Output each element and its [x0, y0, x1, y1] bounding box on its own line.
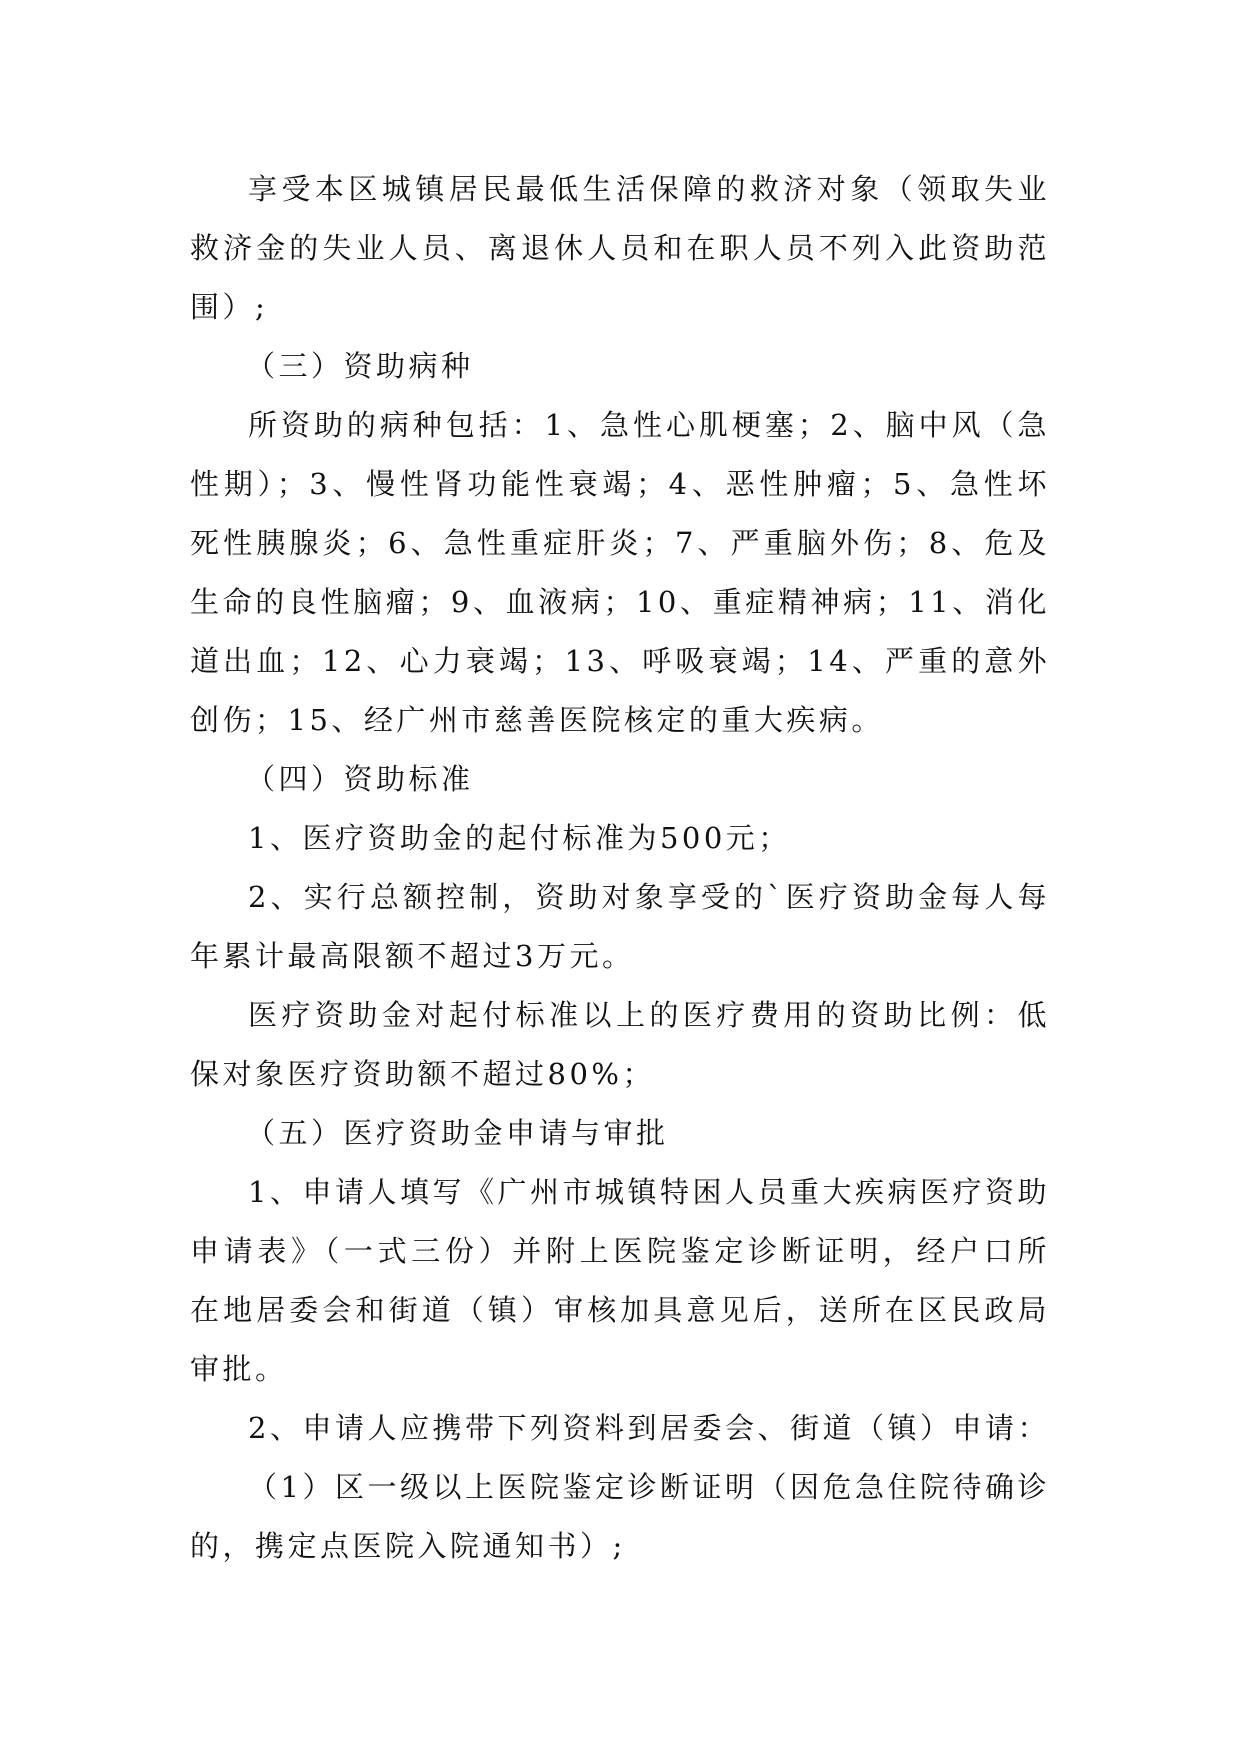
paragraph-disease-list: 所资助的病种包括：1、急性心肌梗塞；2、脑中风（急性期）；3、慢性肾功能性衰竭；4、恶性肿瘤；5、急性坏死性胰腺炎；6、急性重症肝炎；7、严重脑外伤；8、危及生命的良性脑瘤；9、血液病；10、重症精神病；11、消化道出血；12、心力衰竭；13、呼吸衰竭；14、严重的意外创伤；15、经广州市慈善医院核定的重大疾病。	[190, 408, 1050, 737]
paragraph-application-form: 1、申请人填写《广州市城镇特困人员重大疾病医疗资助申请表》（一式三份）并附上医院鉴定诊断证明，经户口所在地居委会和街道（镇）审核加具意见后，送所在区民政局审批。	[190, 1175, 1050, 1386]
section-heading-standards: （四）资助标准	[246, 762, 474, 796]
paragraph-threshold: 1、医疗资助金的起付标准为500元；	[248, 821, 791, 855]
paragraph-annual-limit: 2、实行总额控制，资助对象享受的`医疗资助金每人每年累计最高限额不超过3万元。	[190, 880, 1050, 973]
paragraph-ratio: 医疗资助金对起付标准以上的医疗费用的资助比例：低保对象医疗资助额不超过80%；	[190, 998, 1050, 1091]
paragraph-eligibility: 享受本区城镇居民最低生活保障的救济对象（领取失业救济金的失业人员、离退休人员和在职人员不列入此资助范围）;	[190, 172, 1050, 324]
document-page	[190, 160, 1050, 1576]
section-heading-application: （五）医疗资助金申请与审批	[246, 1116, 669, 1150]
paragraph-required-materials: 2、申请人应携带下列资料到居委会、街道（镇）申请：	[248, 1411, 1050, 1445]
paragraph-material-1: （1）区一级以上医院鉴定诊断证明（因危急住院待确诊的，携定点医院入院通知书）;	[190, 1470, 1050, 1563]
section-heading-diseases: （三）资助病种	[246, 349, 474, 383]
